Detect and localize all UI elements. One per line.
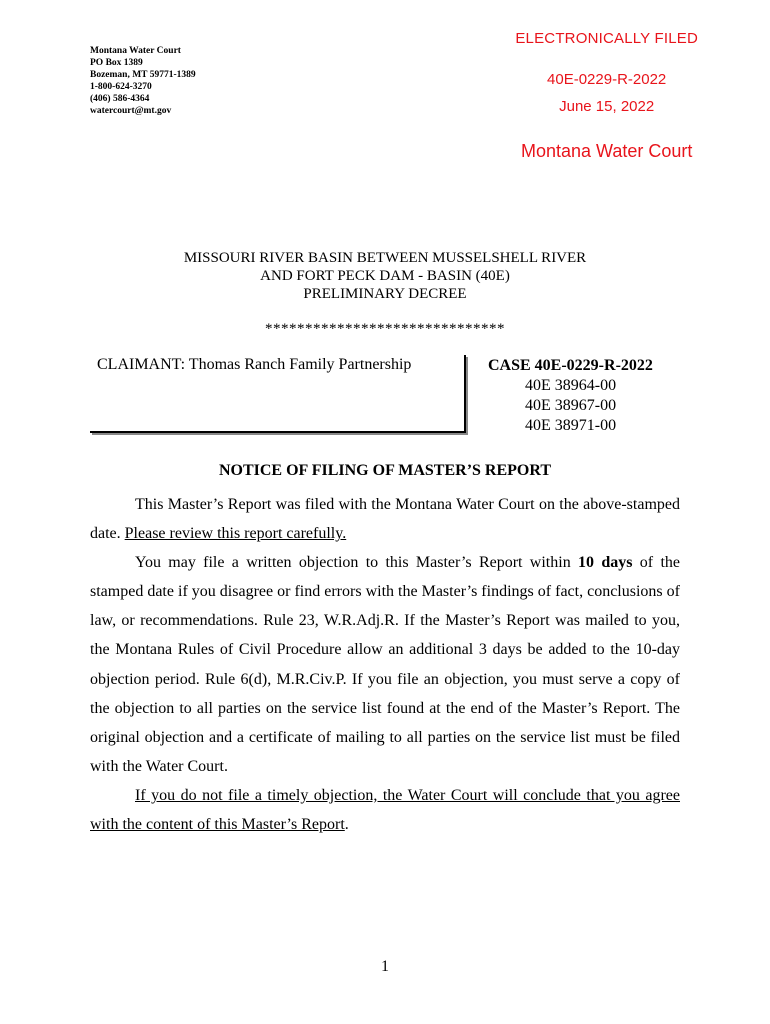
court-po-box: PO Box 1389	[90, 58, 143, 68]
basin-heading	[0, 249, 770, 303]
filing-stamp	[515, 30, 698, 162]
p2-after: of the stamped date if you disagree or find errors with the Master’s findings of fact, conclusions of law, or recommendations. Rule 23, W.R.Adj.R. If the Master’s Report was mailed to you, the Montana Rules of Civil Procedure allow an additional 3 days be added to the 10-day objection period. Rule 6(d), M.R.Civ.P. If you file an objection, you must serve a copy of the objection to all parties on the service list found at the end of the Master’s Report. The original objection and a certificate of mailing to all parties on the service list must be filed with the Water Court.	[90, 554, 681, 775]
court-phone-toll-free: 1-800-624-3270	[90, 82, 152, 92]
filing-court: Montana Water Court	[520, 141, 693, 161]
case-number: CASE 40E-0229-R-2022	[488, 357, 653, 374]
review-instruction: Please review this report carefully.	[124, 525, 347, 543]
separator: ******************************	[265, 321, 505, 337]
filing-status: ELECTRONICALLY FILED	[515, 30, 698, 47]
court-name: Montana Water Court	[90, 46, 181, 56]
notice-title: NOTICE OF FILING OF MASTER’S REPORT	[218, 462, 552, 479]
filing-date: June 15, 2022	[559, 98, 655, 115]
basin-line-2: AND FORT PECK DAM - BASIN (40E)	[260, 268, 510, 284]
paragraph-1	[90, 490, 680, 548]
objection-period: 10 days	[578, 554, 633, 572]
claim-number: 40E 38967-00	[525, 397, 617, 414]
timely-objection-warning: If you do not file a timely objection, the Water Court will conclude that you agree with the content of this Master’s Report	[90, 786, 680, 834]
court-email: watercourt@mt.gov	[90, 106, 172, 116]
basin-line-1: MISSOURI RIVER BASIN BETWEEN MUSSELSHELL RIVER	[183, 250, 587, 266]
basin-line-3: PRELIMINARY DECREE	[303, 286, 467, 302]
court-phone: (406) 586-4364	[90, 94, 150, 104]
filing-case-number: 40E-0229-R-2022	[547, 71, 667, 88]
p3-end: .	[344, 816, 349, 834]
notice-body	[90, 490, 680, 839]
claim-number: 40E 38971-00	[525, 417, 617, 434]
page-number: 1	[381, 958, 389, 975]
court-address	[90, 45, 196, 117]
case-block	[488, 356, 653, 436]
p2-before: You may file a written objection to this Master’s Report within	[135, 554, 579, 572]
paragraph-3	[90, 781, 680, 839]
p1-text: This Master’s Report was filed with the Montana Water Court on the above-stamped date.	[90, 496, 680, 543]
paragraph-2	[90, 548, 680, 781]
court-city: Bozeman, MT 59771-1389	[90, 70, 196, 80]
claim-number: 40E 38964-00	[525, 377, 617, 394]
claimant: CLAIMANT: Thomas Ranch Family Partnership	[97, 356, 412, 373]
